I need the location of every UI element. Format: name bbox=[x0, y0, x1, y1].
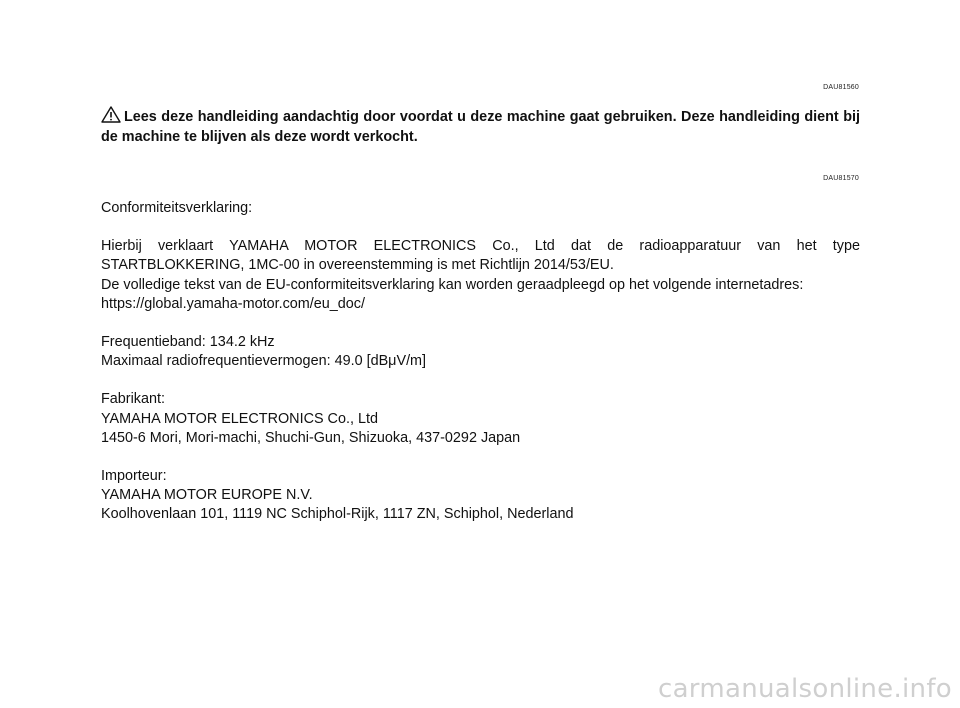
conformity-declaration: Hierbij verklaart YAMAHA MOTOR ELECTRONICS Co., Ltd dat de radioapparatuur van het type STARTBLOKKERING, 1MC-00 in overeenstemming is met Richtlijn 2014/53/EU. bbox=[101, 238, 860, 274]
reference-code: DAU81570 bbox=[823, 175, 859, 182]
manufacturer-label: Fabrikant: bbox=[101, 391, 165, 408]
conformity-section bbox=[101, 199, 860, 525]
frequency-band: Frequentieband: 134.2 kHz bbox=[101, 334, 275, 351]
declaration-url: https://global.yamaha-motor.com/eu_doc/ bbox=[101, 295, 365, 312]
warning-text: Lees deze handleiding aandachtig door voordat u deze machine gaat gebruiken. Deze handleiding dient bij de machine te blijven als deze wordt verkocht. bbox=[101, 109, 860, 145]
reference-code: DAU81560 bbox=[823, 84, 859, 91]
site-watermark: carmanualsonline.info bbox=[657, 674, 952, 704]
conformity-heading: Conformiteitsverklaring: bbox=[101, 200, 253, 216]
full-text-note: De volledige tekst van de EU-conformiteitsverklaring kan worden geraadpleegd op het volgende internetadres: bbox=[101, 276, 804, 293]
importer-label: Importeur: bbox=[101, 468, 167, 485]
warning-notice bbox=[101, 106, 860, 147]
manufacturer-address: 1450-6 Mori, Mori-machi, Shuchi-Gun, Shizuoka, 437-0292 Japan bbox=[101, 429, 521, 446]
max-radio-power: Maximaal radiofrequentievermogen: 49.0 [dBμV/m] bbox=[101, 353, 427, 370]
importer-name: YAMAHA MOTOR EUROPE N.V. bbox=[101, 487, 313, 504]
warning-triangle-icon bbox=[101, 106, 121, 123]
importer-address: Koolhovenlaan 101, 1119 NC Schiphol-Rijk, 1117 ZN, Schiphol, Nederland bbox=[101, 506, 574, 523]
manufacturer-name: YAMAHA MOTOR ELECTRONICS Co., Ltd bbox=[101, 410, 378, 427]
